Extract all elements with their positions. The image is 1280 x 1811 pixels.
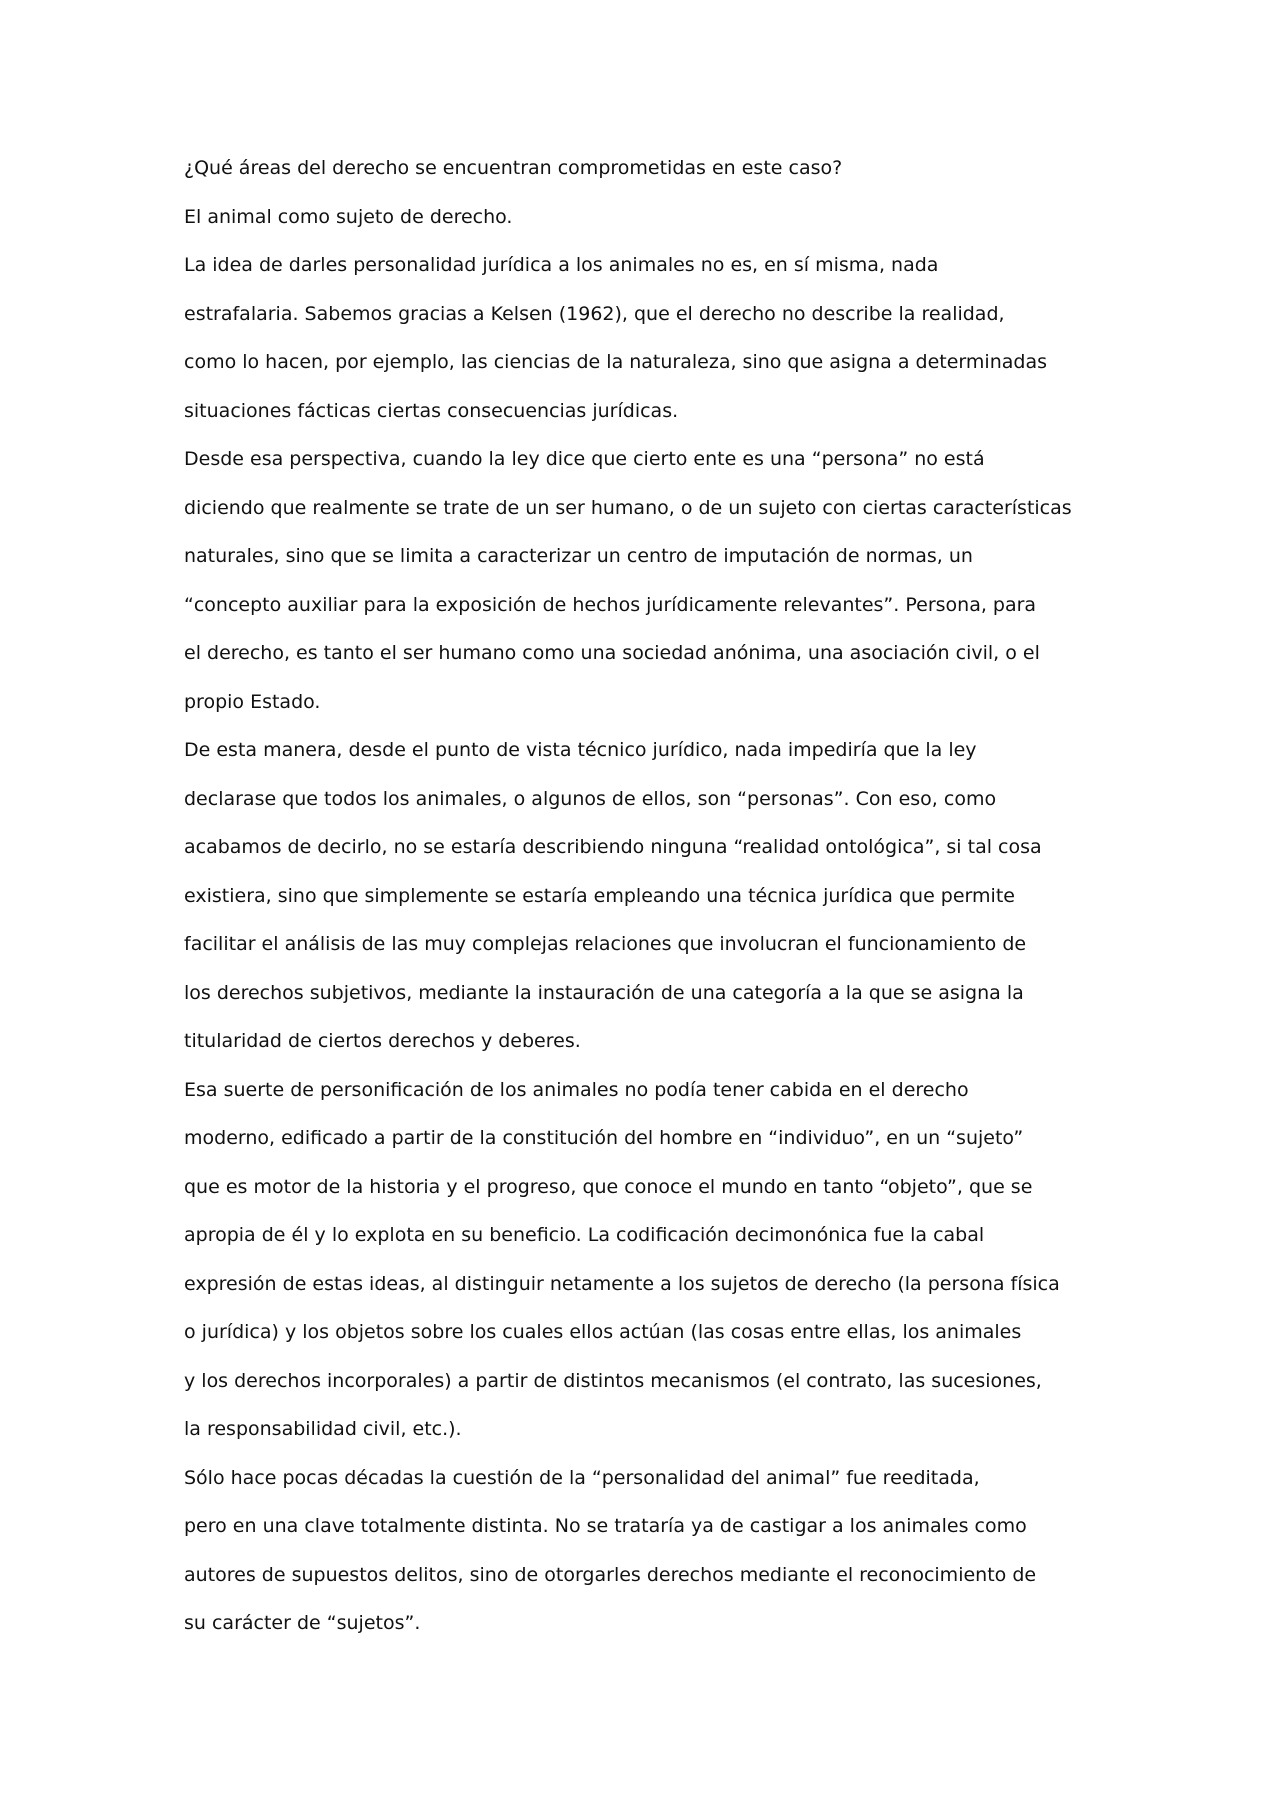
text-line: y los derechos incorporales) a partir de distintos mecanismos (el contrato, las sucesiones,	[184, 1370, 1042, 1392]
text-line: autores de supuestos delitos, sino de otorgarles derechos mediante el reconocimiento de	[184, 1564, 1037, 1586]
text-line: titularidad de ciertos derechos y deberes.	[184, 1030, 581, 1052]
text-line: naturales, sino que se limita a caracterizar un centro de imputación de normas, un	[184, 545, 973, 567]
text-line: acabamos de decirlo, no se estaría describiendo ninguna “realidad ontológica”, si tal cosa	[184, 836, 1042, 858]
text-line: La idea de darles personalidad jurídica a los animales no es, en sí misma, nada	[184, 254, 939, 276]
text-line: como lo hacen, por ejemplo, las ciencias de la naturaleza, sino que asigna a determinadas	[184, 351, 1047, 373]
text-line: la responsabilidad civil, etc.).	[184, 1418, 462, 1440]
text-line: o jurídica) y los objetos sobre los cuales ellos actúan (las cosas entre ellas, los animales	[184, 1321, 1022, 1343]
text-line: Desde esa perspectiva, cuando la ley dice que cierto ente es una “persona” no está	[184, 448, 985, 470]
text-line: existiera, sino que simplemente se estaría empleando una técnica jurídica que permite	[184, 885, 1015, 907]
text-line: diciendo que realmente se trate de un ser humano, o de un sujeto con ciertas características	[184, 497, 1072, 519]
text-line: su carácter de “sujetos”.	[184, 1612, 421, 1634]
text-line: moderno, edificado a partir de la constitución del hombre en “individuo”, en un “sujeto”	[184, 1127, 1024, 1149]
text-line: que es motor de la historia y el progreso, que conoce el mundo en tanto “objeto”, que se	[184, 1176, 1033, 1198]
text-line: estrafalaria. Sabemos gracias a Kelsen (1962), que el derecho no describe la realidad,	[184, 303, 1005, 325]
text-line: los derechos subjetivos, mediante la instauración de una categoría a la que se asigna la	[184, 982, 1024, 1004]
text-line: situaciones fácticas ciertas consecuencias jurídicas.	[184, 400, 679, 422]
text-line: propio Estado.	[184, 691, 321, 713]
text-line: pero en una clave totalmente distinta. No se trataría ya de castigar a los animales como	[184, 1515, 1027, 1537]
text-line: facilitar el análisis de las muy complejas relaciones que involucran el funcionamiento de	[184, 933, 1027, 955]
text-line: expresión de estas ideas, al distinguir netamente a los sujetos de derecho (la persona física	[184, 1273, 1060, 1295]
section-subtitle: El animal como sujeto de derecho.	[184, 206, 513, 228]
text-line: declarase que todos los animales, o algunos de ellos, son “personas”. Con eso, como	[184, 788, 997, 810]
text-line: el derecho, es tanto el ser humano como una sociedad anónima, una asociación civil, o el	[184, 642, 1040, 664]
question-heading: ¿Qué áreas del derecho se encuentran comprometidas en este caso?	[184, 157, 843, 179]
text-line: De esta manera, desde el punto de vista técnico jurídico, nada impediría que la ley	[184, 739, 977, 761]
text-line: “concepto auxiliar para la exposición de hechos jurídicamente relevantes”. Persona, para	[184, 594, 1037, 616]
text-line: Sólo hace pocas décadas la cuestión de la “personalidad del animal” fue reeditada,	[184, 1467, 980, 1489]
text-line: Esa suerte de personificación de los animales no podía tener cabida en el derecho	[184, 1079, 969, 1101]
text-line: apropia de él y lo explota en su beneficio. La codificación decimonónica fue la cabal	[184, 1224, 985, 1246]
